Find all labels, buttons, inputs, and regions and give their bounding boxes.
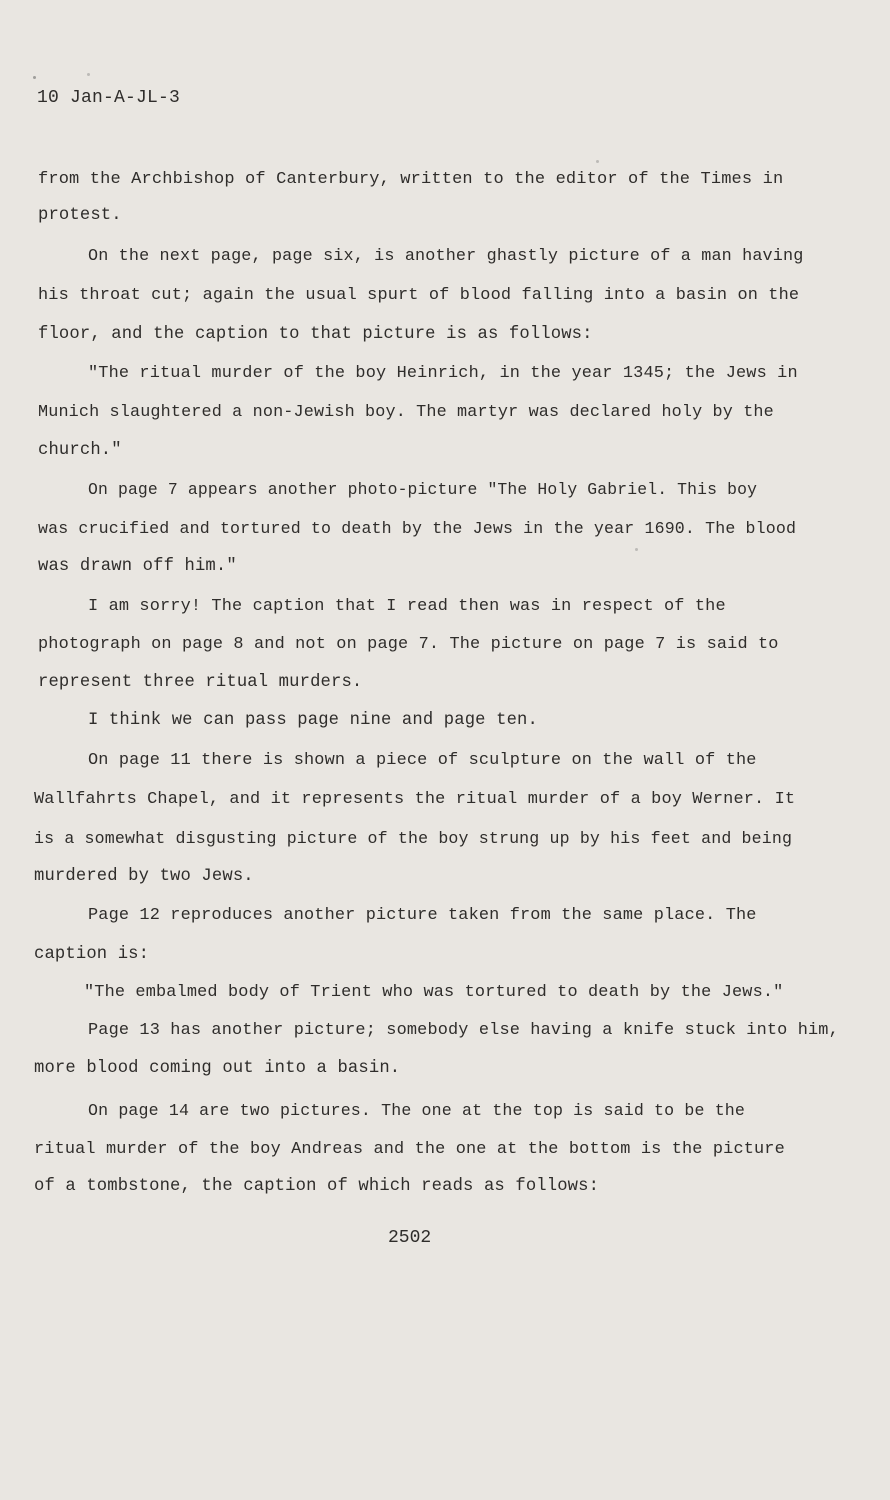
text-line: Wallfahrts Chapel, and it represents the ritual murder of a boy Werner. It: [34, 790, 796, 809]
text-line: On page 11 there is shown a piece of sculpture on the wall of the: [88, 751, 757, 770]
text-line: "The ritual murder of the boy Heinrich, in the year 1345; the Jews in: [88, 364, 798, 383]
text-line: photograph on page 8 and not on page 7. The picture on page 7 is said to: [38, 635, 779, 654]
text-line: murdered by two Jews.: [34, 867, 254, 886]
text-line: On the next page, page six, is another ghastly picture of a man having: [88, 247, 804, 266]
text-line: from the Archbishop of Canterbury, written to the editor of the Times in: [38, 170, 784, 189]
text-line: church.": [38, 441, 122, 460]
text-line: "The embalmed body of Trient who was tortured to death by the Jews.": [84, 983, 784, 1002]
text-line: I think we can pass page nine and page ten.: [88, 711, 538, 730]
text-line: Munich slaughtered a non-Jewish boy. The martyr was declared holy by the: [38, 403, 774, 422]
text-line: represent three ritual murders.: [38, 673, 363, 692]
text-line: protest.: [38, 206, 122, 225]
text-line: his throat cut; again the usual spurt of blood falling into a basin on the: [38, 286, 800, 305]
text-line: ritual murder of the boy Andreas and the one at the bottom is the picture: [34, 1140, 785, 1159]
text-line: more blood coming out into a basin.: [34, 1059, 401, 1078]
text-line: I am sorry! The caption that I read then was in respect of the: [88, 597, 726, 616]
text-line: On page 14 are two pictures. The one at the top is said to be the: [88, 1101, 746, 1120]
document-reference: 10 Jan-A-JL-3: [37, 88, 181, 108]
paper-speck: [596, 160, 599, 163]
text-line: was crucified and tortured to death by the Jews in the year 1690. The blood: [38, 519, 797, 538]
text-line: Page 13 has another picture; somebody else having a knife stuck into him,: [88, 1021, 839, 1040]
page-number: 2502: [388, 1228, 432, 1248]
paper-speck: [33, 76, 36, 79]
text-line: Page 12 reproduces another picture taken from the same place. The: [88, 906, 757, 925]
text-line: is a somewhat disgusting picture of the boy strung up by his feet and being: [34, 829, 793, 848]
paper-speck: [635, 548, 638, 551]
paper-speck: [87, 73, 90, 76]
text-line: On page 7 appears another photo-picture "The Holy Gabriel. This boy: [88, 480, 758, 499]
text-line: of a tombstone, the caption of which reads as follows:: [34, 1177, 600, 1196]
text-line: caption is:: [34, 945, 150, 964]
text-line: floor, and the caption to that picture is as follows:: [38, 325, 593, 344]
text-line: was drawn off him.": [38, 557, 237, 576]
